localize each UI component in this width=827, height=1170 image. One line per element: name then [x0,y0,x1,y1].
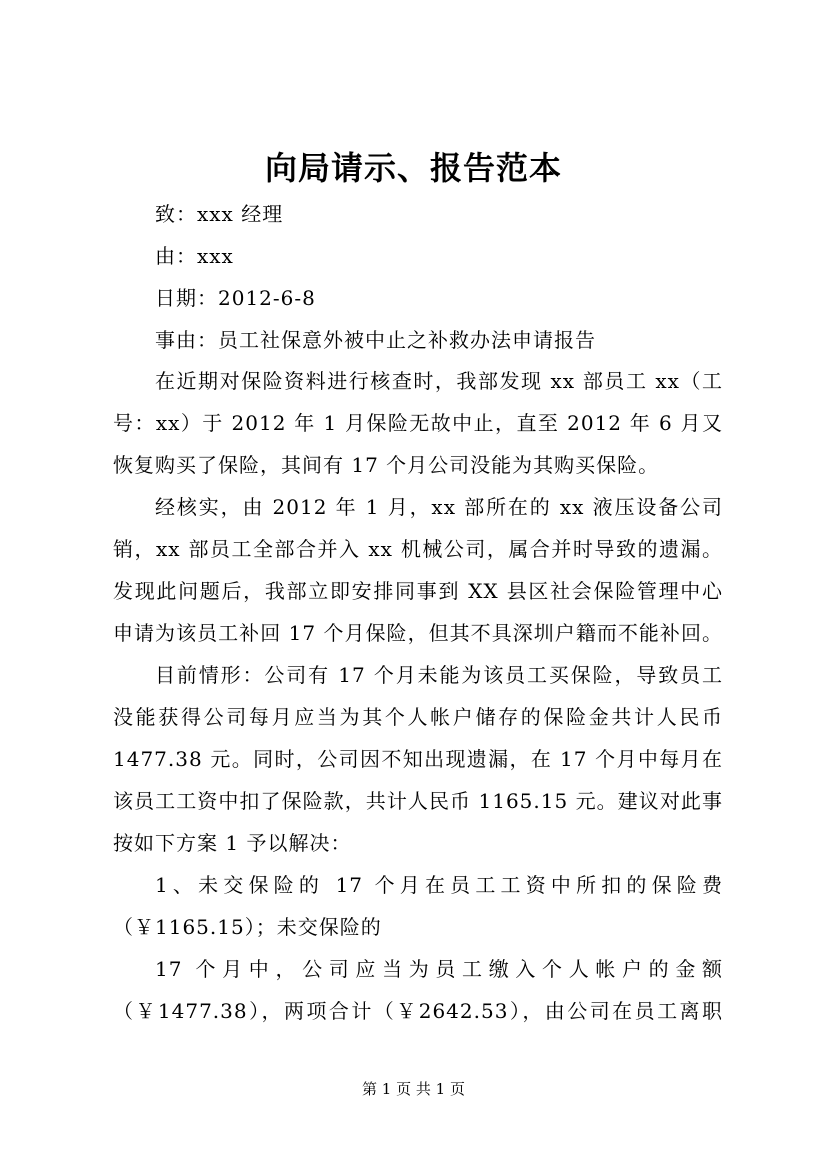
header-from: 由：xxx [155,244,234,268]
body-line: 1、未交保险的 17 个月在员工工资中所扣的保险费 [155,873,723,897]
body-line: 没能获得公司每月应当为其个人帐户储存的保险金共计人民币 [113,705,723,729]
body-line: 按如下方案 1 予以解决： [113,831,352,855]
body-line: 经核实，由 2012 年 1 月，xx 部所在的 xx 液压设备公司 [155,495,723,519]
body-line: 目前情形：公司有 17 个月未能为该员工买保险，导致员工 [155,663,723,687]
body-line: 申请为该员工补回 17 个月保险，但其不具深圳户籍而不能补回。 [113,621,723,645]
body-line: 恢复购买了保险，其间有 17 个月公司没能为其购买保险。 [113,453,660,477]
page-footer: 第 1 页 共 1 页 [362,1080,465,1098]
header-to: 致：xxx 经理 [155,202,284,226]
body-line: 该员工工资中扣了保险款，共计人民币 1165.15 元。建议对此事 [113,789,723,813]
body-line: 号：xx）于 2012 年 1 月保险无故中止，直至 2012 年 6 月又 [113,411,723,435]
body-line: 发现此问题后，我部立即安排同事到 XX 县区社会保险管理中心 [113,579,723,603]
document-title: 向局请示、报告范本 [264,149,562,187]
body-line: 在近期对保险资料进行核查时，我部发现 xx 部员工 xx（工 [155,369,723,393]
body-line: 17 个月中，公司应当为员工缴入个人帐户的金额 [155,957,723,981]
body-line: （￥1165.15）；未交保险的 [113,915,382,939]
body-line: 1477.38 元。同时，公司因不知出现遗漏，在 17 个月中每月在 [113,747,723,771]
header-subject: 事由：员工社保意外被中止之补救办法申请报告 [155,328,596,352]
body-line: （￥1477.38），两项合计（￥2642.53），由公司在员工离职 [113,999,723,1023]
body-line: 销，xx 部员工全部合并入 xx 机械公司，属合并时导致的遗漏。 [113,537,723,561]
header-date: 日期：2012-6-8 [155,286,316,310]
